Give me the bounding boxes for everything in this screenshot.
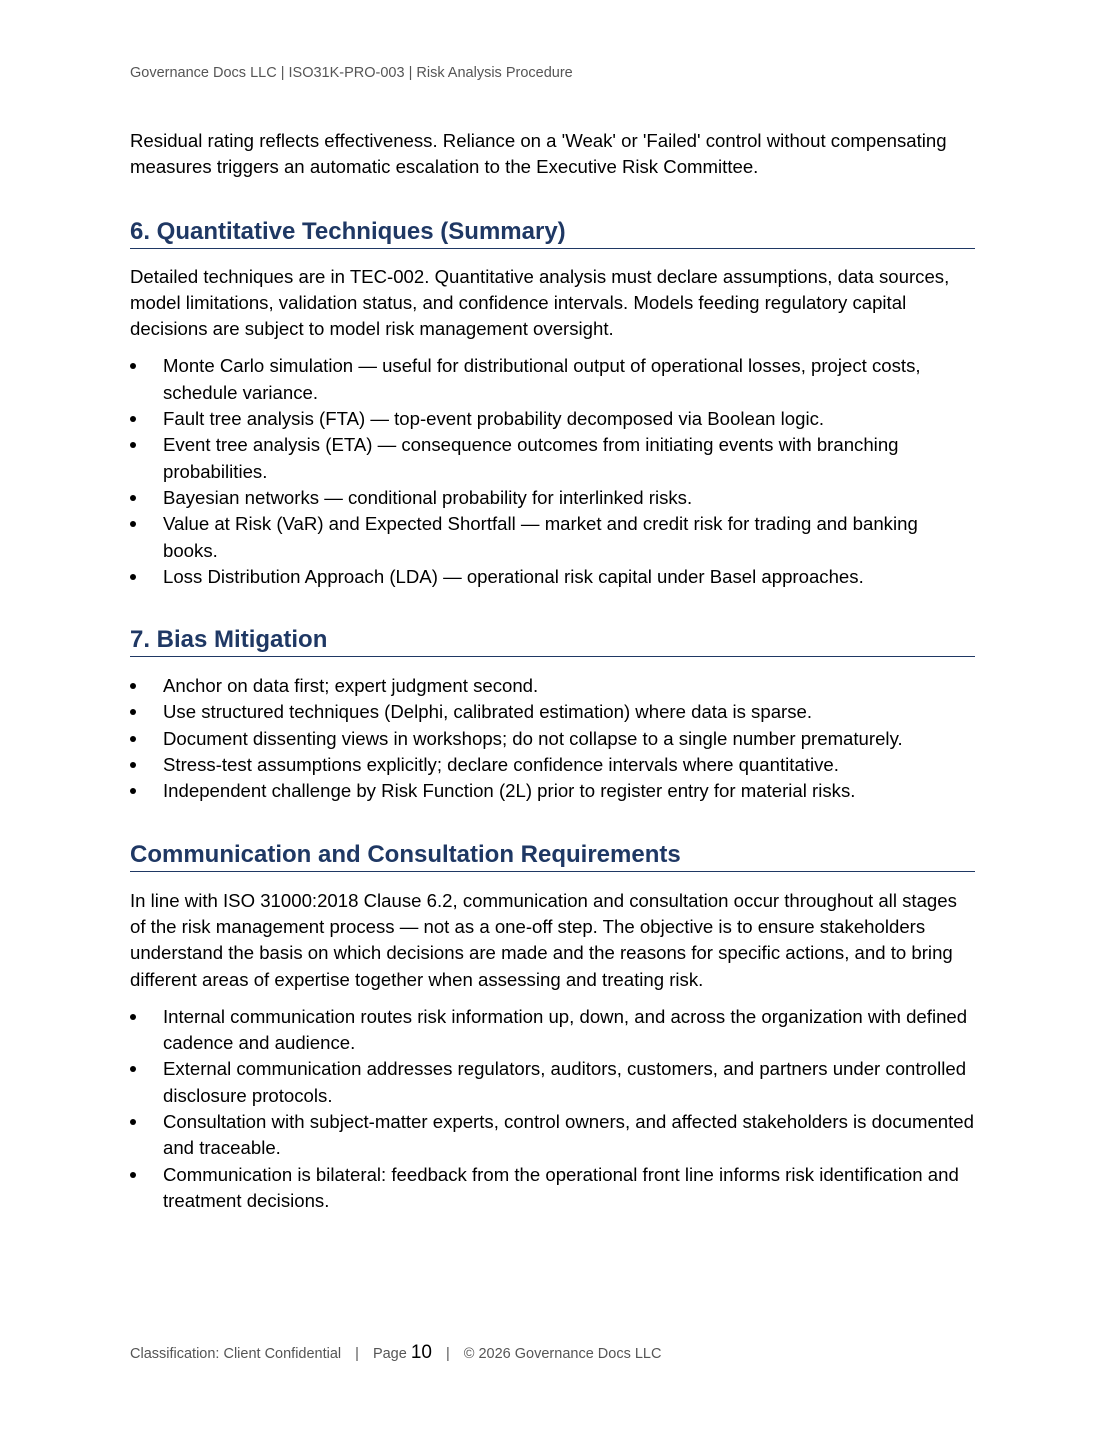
section-7-bullet-list <box>130 673 975 804</box>
copyright-text: © 2026 Governance Docs LLC <box>463 1346 662 1362</box>
communication-bullet-list <box>130 1004 975 1214</box>
bullet-icon <box>130 1119 136 1125</box>
page-header: Governance Docs LLC | ISO31K-PRO-003 | Risk Analysis Procedure <box>130 65 573 81</box>
list-item: Loss Distribution Approach (LDA) — operational risk capital under Basel approaches. <box>130 564 975 590</box>
communication-section-heading: Communication and Consultation Requirements <box>130 840 975 872</box>
list-item: Value at Risk (VaR) and Expected Shortfall — market and credit risk for trading and banking books. <box>130 511 975 564</box>
bullet-icon <box>130 363 136 369</box>
bullet-icon <box>130 574 136 580</box>
section-6-paragraph: Detailed techniques are in TEC-002. Quantitative analysis must declare assumptions, data sources, model limitations, validation status, and confidence intervals. Models feeding regulatory capital decisions are subject to model risk management oversight. <box>130 265 950 340</box>
page-number: 10 <box>410 1342 432 1363</box>
list-item: Stress-test assumptions explicitly; declare confidence intervals where quantitative. <box>130 752 975 778</box>
bullet-icon <box>130 521 136 527</box>
list-item: Use structured techniques (Delphi, calibrated estimation) where data is sparse. <box>130 699 975 725</box>
list-item: Consultation with subject-matter experts, control owners, and affected stakeholders is documented and traceable. <box>130 1109 975 1162</box>
list-item: External communication addresses regulators, auditors, customers, and partners under controlled disclosure protocols. <box>130 1056 975 1109</box>
bullet-icon <box>130 683 136 689</box>
list-item: Independent challenge by Risk Function (2L) prior to register entry for material risks. <box>130 778 975 804</box>
list-item: Bayesian networks — conditional probability for interlinked risks. <box>130 485 975 511</box>
list-item: Monte Carlo simulation — useful for distributional output of operational losses, project costs, schedule variance. <box>130 353 975 406</box>
bullet-icon <box>130 442 136 448</box>
list-item: Anchor on data first; expert judgment second. <box>130 673 975 699</box>
list-item: Event tree analysis (ETA) — consequence outcomes from initiating events with branching probabilities. <box>130 432 975 485</box>
document-body <box>130 128 975 1214</box>
bullet-icon <box>130 495 136 501</box>
bullet-icon <box>130 709 136 715</box>
bullet-icon <box>130 788 136 794</box>
page-label: Page <box>372 1346 407 1362</box>
list-item: Communication is bilateral: feedback from the operational front line informs risk identification and treatment decisions. <box>130 1162 975 1215</box>
bullet-icon <box>130 1172 136 1178</box>
section-7-heading: 7. Bias Mitigation <box>130 625 975 657</box>
bullet-icon <box>130 1014 136 1020</box>
list-item: Fault tree analysis (FTA) — top-event probability decomposed via Boolean logic. <box>130 406 975 432</box>
footer-separator: | <box>355 1346 359 1362</box>
classification-label: Classification: Client Confidential <box>130 1346 342 1362</box>
bullet-icon <box>130 416 136 422</box>
bullet-icon <box>130 736 136 742</box>
list-item: Document dissenting views in workshops; do not collapse to a single number prematurely. <box>130 726 975 752</box>
bullet-icon <box>130 762 136 768</box>
footer-separator: | <box>445 1346 450 1362</box>
page-footer <box>130 1342 661 1364</box>
section-6-bullet-list <box>130 353 975 590</box>
list-item: Internal communication routes risk information up, down, and across the organization with defined cadence and audience. <box>130 1004 975 1057</box>
communication-paragraph: In line with ISO 31000:2018 Clause 6.2, communication and consultation occur throughout all stages of the risk management process — not as a one-off step. The objective is to ensure stakeholders understand the basis on which decisions are made and the reasons for specific actions, and to bring different areas of expertise together when assessing and treating risk. <box>130 889 957 990</box>
bullet-icon <box>130 1066 136 1072</box>
intro-paragraph: Residual rating reflects effectiveness. Reliance on a 'Weak' or 'Failed' control without compensating measures triggers an automatic escalation to the Executive Risk Committee. <box>130 130 947 178</box>
section-6-heading: 6. Quantitative Techniques (Summary) <box>130 217 975 249</box>
